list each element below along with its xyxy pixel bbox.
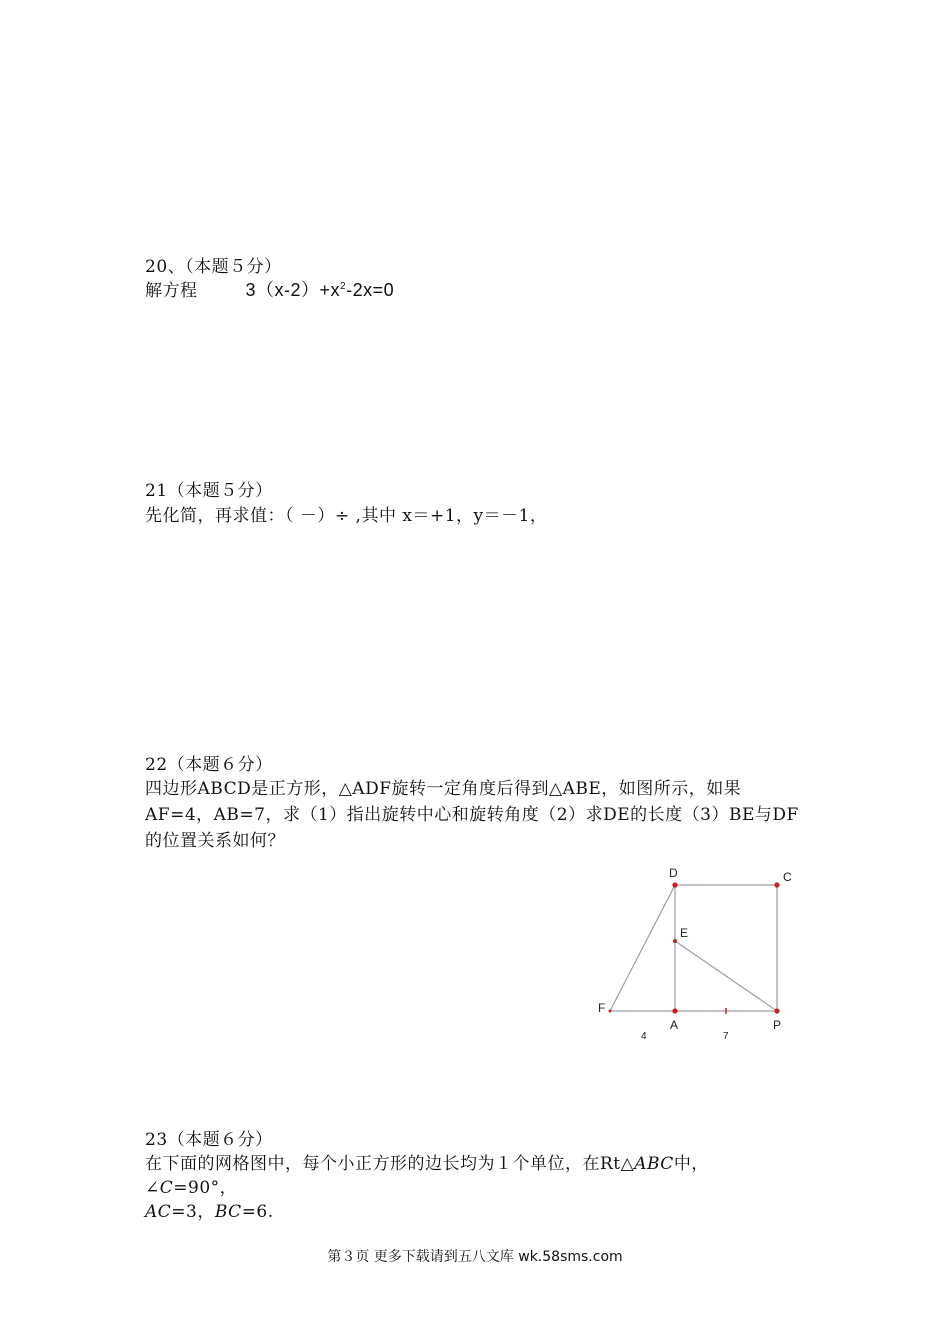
page-footer: 第３页 更多下载请到五八文库 wk.58sms.com — [327, 1249, 623, 1265]
point-D — [672, 882, 677, 887]
label-B: P — [773, 1018, 782, 1032]
point-A — [672, 1008, 677, 1013]
length-AB: 7 — [723, 1031, 729, 1042]
point-E — [673, 939, 677, 943]
q23-header: 23（本题６分） — [145, 1130, 273, 1150]
segment-EB — [675, 941, 777, 1011]
label-D: D — [669, 866, 678, 880]
q20-label: 解方程 — [145, 281, 198, 301]
label-E: E — [680, 926, 689, 940]
point-F — [609, 1010, 612, 1013]
label-C: C — [783, 870, 792, 884]
q22-line2: AF=4，AB=7，求（1）指出旋转中心和旋转角度（2）求DE的长度（3）BE与DF — [145, 805, 799, 825]
point-C — [774, 882, 779, 887]
q23-line1: 在下面的网格图中，每个小正方形的边长均为１个单位，在Rt△ABC中， — [145, 1154, 709, 1174]
q22-header: 22（本题６分） — [145, 755, 273, 775]
q20-header: 20、（本题５分） — [145, 257, 282, 277]
q23-line2: ∠C=90°， — [145, 1178, 238, 1198]
point-B — [774, 1008, 779, 1013]
q21-text: 先化简，再求值：（ －）÷ ,其中 x＝+1，y＝－1， — [145, 506, 548, 526]
q23-line3: AC=3，BC=6. — [145, 1202, 274, 1222]
label-F: F — [598, 1001, 606, 1015]
q22-line1: 四边形ABCD是正方形，△ADF旋转一定角度后得到△ABE，如图所示，如果 — [145, 779, 742, 799]
q21-header: 21（本题５分） — [145, 481, 273, 501]
q22-line3: 的位置关系如何？ — [145, 831, 285, 851]
q20-equation: $3(x-2)+x^2-2x=0$ — [245, 280, 395, 300]
segment-FD — [610, 885, 675, 1011]
figure-lines — [610, 885, 777, 1011]
length-AF: 4 — [641, 1031, 647, 1042]
label-A: A — [670, 1018, 679, 1032]
